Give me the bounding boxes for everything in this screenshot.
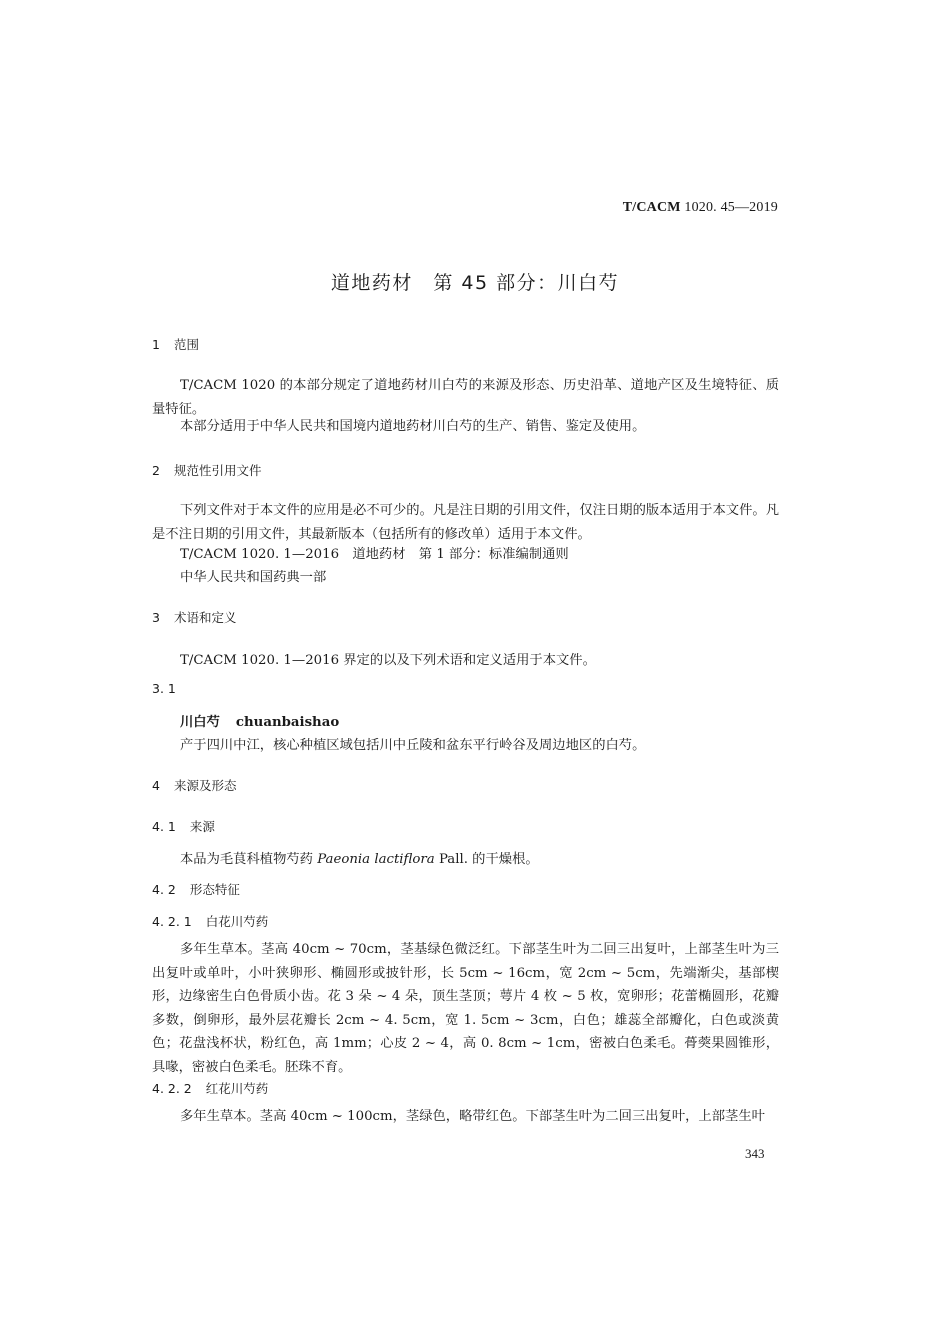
subsection-3-1-number: 3. 1 <box>152 681 176 696</box>
latin-species-name: Paeonia lactiflora <box>317 852 435 867</box>
section-title: 来源及形态 <box>173 778 237 793</box>
white-flower-description: 多年生草本。茎高 40cm ~ 70cm，茎基绿色微泛红。下部茎生叶为二回三出复叶，上部茎生叶为三出复叶或单叶，小叶狭卵形、椭圆形或披针形，长 5cm ~ 16cm，宽 2cm ~ 5cm，先端渐尖，基部楔形，边缘密生白色骨质小齿。花 3 朵 ~ 4 朵，顶生茎顶；萼片 4 枚 ~ 5 枚，宽卵形；花蕾椭圆形，花瓣多数，倒卵形，最外层花瓣长 2cm ~ 4. 5cm，宽 1. 5cm ~ 3cm，白色；雄蕊全部瓣化，白色或淡黄色；花盘浅杯状，粉红色，高 1mm；心皮 2 ~ 4，高 0. 8cm ~ 1cm，密被白色柔毛。蓇葖果圆锥形，具喙，密被白色柔毛。胚珠不育。 <box>152 942 779 1075</box>
section-1-heading <box>152 335 199 353</box>
subsection-4-2-heading <box>152 880 240 898</box>
scope-applicability-paragraph: 本部分适用于中华人民共和国境内道地药材川白芍的生产、销售、鉴定及使用。 <box>180 419 646 434</box>
standard-number: 1020. 45—2019 <box>680 200 778 215</box>
subsection-number: 4. 1 <box>152 819 176 834</box>
scope-paragraph: T/CACM 1020 的本部分规定了道地药材川白芍的来源及形态、历史沿革、道地产区及生境特征、质量特征。 <box>152 378 779 417</box>
term-definition: 产于四川中江，核心种植区域包括川中丘陵和盆东平行岭谷及周边地区的白芍。 <box>180 738 646 753</box>
section-4-heading <box>152 776 236 794</box>
source-text-after: Pall. 的干燥根。 <box>434 852 539 867</box>
term-english: chuanbaishao <box>235 715 340 730</box>
terms-intro-paragraph: T/CACM 1020. 1—2016 界定的以及下列术语和定义适用于本文件。 <box>180 653 596 668</box>
reference-item: 中华人民共和国药典一部 <box>180 570 327 585</box>
section-title: 术语和定义 <box>173 610 237 625</box>
section-title: 规范性引用文件 <box>173 463 262 478</box>
red-flower-description: 多年生草本。茎高 40cm ~ 100cm，茎绿色，略带红色。下部茎生叶为二回三出复叶，上部茎生叶 <box>180 1109 765 1124</box>
standard-prefix: T/CACM <box>622 200 681 215</box>
subsection-title: 红花川芍药 <box>205 1081 269 1096</box>
subsection-4-2-2-heading <box>152 1079 268 1097</box>
standard-number-header <box>623 200 778 216</box>
subsection-number: 4. 2 <box>152 882 176 897</box>
page-number: 343 <box>745 1146 765 1161</box>
subsection-title: 形态特征 <box>189 882 240 897</box>
section-2-heading <box>152 461 261 479</box>
document-title: 道地药材 第 45 部分：川白芍 <box>330 272 620 294</box>
reference-item: T/CACM 1020. 1—2016 道地药材 第 1 部分：标准编制通则 <box>180 547 569 562</box>
source-text-before: 本品为毛茛科植物芍药 <box>180 852 318 867</box>
subsection-number: 4. 2. 1 <box>152 914 192 929</box>
subsection-title: 白花川芍药 <box>205 914 269 929</box>
section-number: 1 <box>152 337 160 352</box>
term-entry <box>180 711 339 730</box>
section-number: 3 <box>152 610 160 625</box>
term-chinese: 川白芍 <box>180 715 220 730</box>
subsection-number: 4. 2. 2 <box>152 1081 192 1096</box>
normative-references-paragraph: 下列文件对于本文件的应用是必不可少的。凡是注日期的引用文件，仅注日期的版本适用于本文件。凡是不注日期的引用文件，其最新版本（包括所有的修改单）适用于本文件。 <box>152 503 779 542</box>
source-paragraph <box>180 848 539 867</box>
section-number: 2 <box>152 463 160 478</box>
section-title: 范围 <box>173 337 199 352</box>
section-number: 4 <box>152 778 160 793</box>
section-3-heading <box>152 608 236 626</box>
subsection-4-2-1-heading <box>152 912 268 930</box>
subsection-4-1-heading <box>152 817 215 835</box>
subsection-title: 来源 <box>189 819 215 834</box>
